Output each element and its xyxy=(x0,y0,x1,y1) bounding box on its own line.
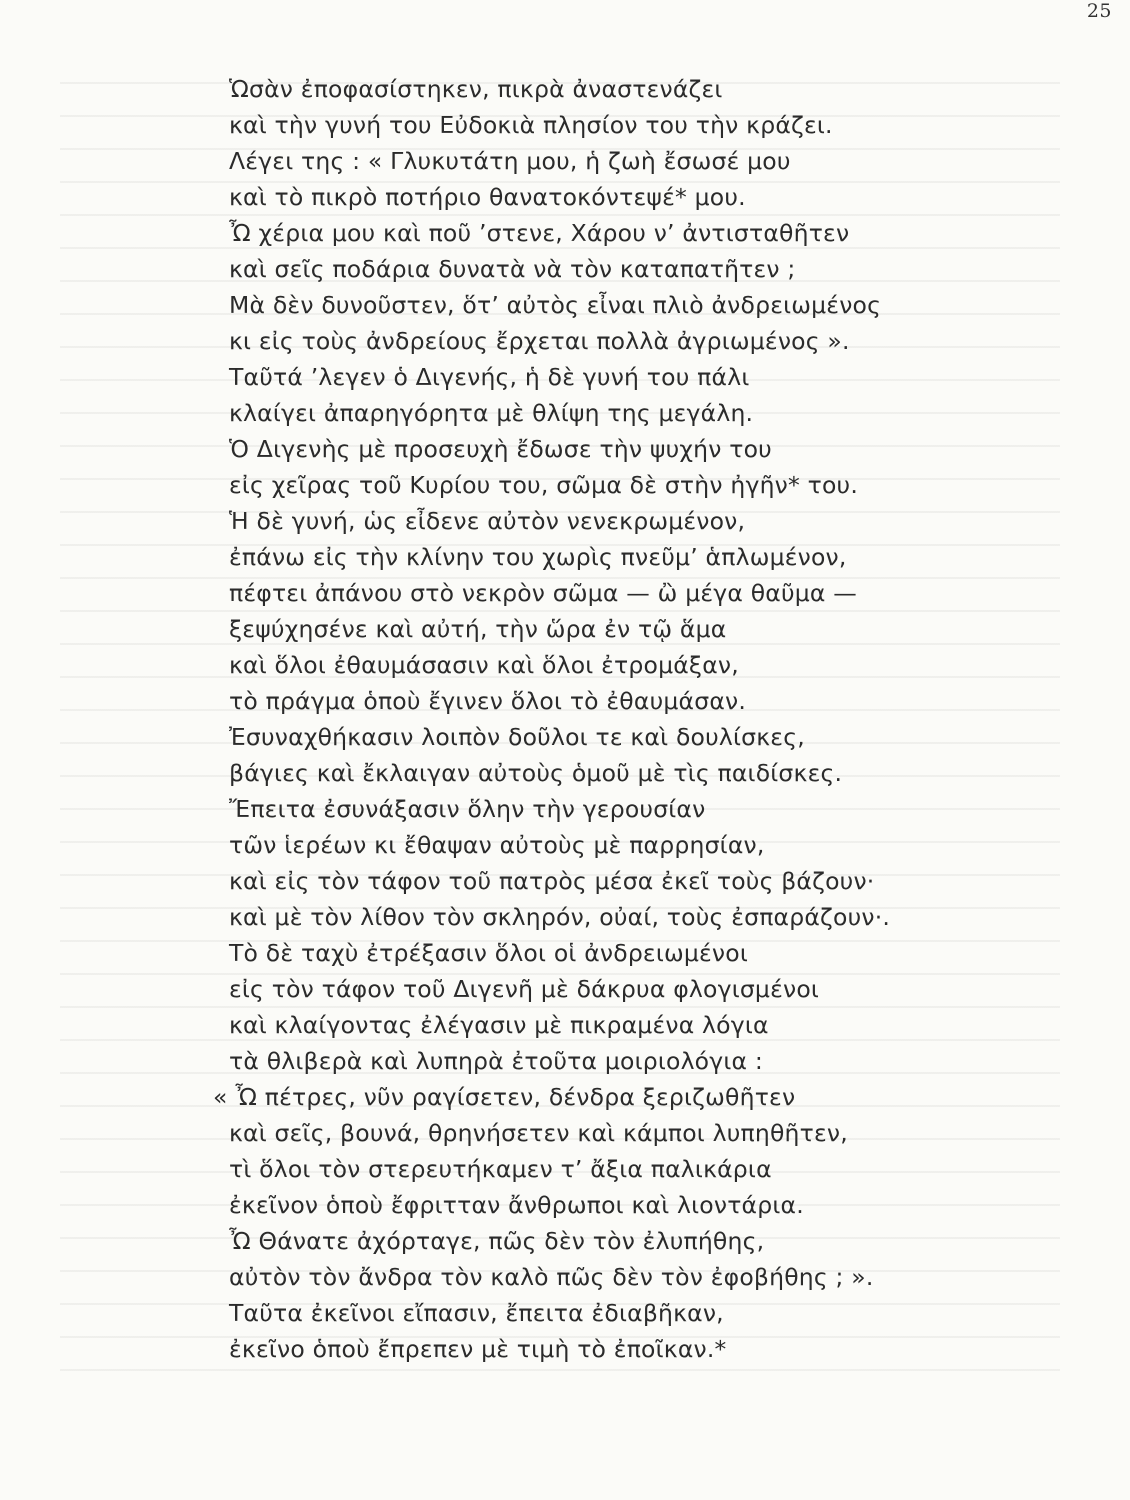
poem-line: εἰς τὸν τάφον τοῦ Διγενῆ μὲ δάκρυα φλογισμένοι xyxy=(229,975,820,1003)
poem-line: Ὦ χέρια μου καὶ ποῦ ’στενε, Χάρου ν’ ἀντισταθῆτεν xyxy=(229,219,850,247)
poem-line: Λέγει της : « Γλυκυτάτη μου, ἡ ζωὴ ἔσωσέ μου xyxy=(229,147,791,175)
poem-line: Μὰ δὲν δυνοῦστεν, ὅτ’ αὐτὸς εἶναι πλιὸ ἀνδρειωμένος xyxy=(229,291,882,319)
poem-line: Ὡσὰν ἐποφασίστηκεν, πικρὰ ἀναστενάζει xyxy=(229,75,723,103)
poem-line: καὶ σεῖς ποδάρια δυνατὰ νὰ τὸν καταπατῆτεν ; xyxy=(229,255,796,283)
poem-line: κλαίγει ἀπαρηγόρητα μὲ θλίψη της μεγάλη. xyxy=(229,399,754,427)
poem-line: ἐκεῖνο ὁποὺ ἔπρεπεν μὲ τιμὴ τὸ ἐποῖκαν.* xyxy=(229,1335,727,1363)
poem-line: καὶ σεῖς, βουνά, θρηνήσετεν καὶ κάμποι λυπηθῆτεν, xyxy=(229,1119,848,1147)
page-number: 25 xyxy=(1086,0,1112,22)
poem-line: Ὦ Θάνατε ἀχόρταγε, πῶς δὲν τὸν ἐλυπήθης, xyxy=(229,1227,765,1255)
poem-line: ξεψύχησένε καὶ αὐτή, τὴν ὥρα ἐν τῷ ἅμα xyxy=(229,615,727,643)
poem-line: πέφτει ἀπάνου στὸ νεκρὸν σῶμα — ὢ μέγα θαῦμα — xyxy=(229,579,857,607)
poem-line: καὶ μὲ τὸν λίθον τὸν σκληρόν, οὐαί, τοὺς ἐσπαράζουν·. xyxy=(229,903,891,931)
poem-line: Ὁ Διγενὴς μὲ προσευχὴ ἔδωσε τὴν ψυχήν του xyxy=(229,435,772,463)
poem-line: ἐκεῖνον ὁποὺ ἔφριτταν ἄνθρωποι καὶ λιοντάρια. xyxy=(229,1191,804,1219)
poem-line: Τὸ δὲ ταχὺ ἐτρέξασιν ὅλοι οἱ ἀνδρειωμένοι xyxy=(229,939,748,967)
poem-line: Ἔπειτα ἐσυνάξασιν ὅλην τὴν γερουσίαν xyxy=(229,795,706,823)
poem-line: εἰς χεῖρας τοῦ Κυρίου του, σῶμα δὲ στὴν ἠγῆν* του. xyxy=(229,471,858,499)
poem-line: « Ὦ πέτρες, νῦν ραγίσετεν, δένδρα ξεριζωθῆτεν xyxy=(213,1083,796,1111)
poem-line: καὶ εἰς τὸν τάφον τοῦ πατρὸς μέσα ἐκεῖ τοὺς βάζουν· xyxy=(229,867,875,895)
poem-line: ἐπάνω εἰς τὴν κλίνην του χωρὶς πνεῦμ’ ἁπλωμένον, xyxy=(229,543,847,571)
poem-line: καὶ κλαίγοντας ἐλέγασιν μὲ πικραμένα λόγια xyxy=(229,1011,769,1039)
poem-line: Ταῦτα ἐκεῖνοι εἴπασιν, ἔπειτα ἐδιαβῆκαν, xyxy=(229,1299,724,1327)
poem-line: Ἡ δὲ γυνή, ὡς εἶδενε αὐτὸν νενεκρωμένον, xyxy=(229,507,746,535)
poem-line: κι εἰς τοὺς ἀνδρείους ἔρχεται πολλὰ ἀγριωμένος ». xyxy=(229,327,850,355)
poem-line: Ἐσυναχθήκασιν λοιπὸν δοῦλοι τε καὶ δουλίσκες, xyxy=(229,723,805,751)
poem-line: βάγιες καὶ ἔκλαιγαν αὐτοὺς ὁμοῦ μὲ τὶς παιδίσκες. xyxy=(229,759,843,787)
poem-line: τὸ πράγμα ὁποὺ ἔγινεν ὅλοι τὸ ἐθαυμάσαν. xyxy=(229,687,747,715)
poem-line: τῶν ἱερέων κι ἔθαψαν αὐτοὺς μὲ παρρησίαν, xyxy=(229,831,765,859)
poem-line: αὐτὸν τὸν ἄνδρα τὸν καλὸ πῶς δὲν τὸν ἐφοβήθης ; ». xyxy=(229,1263,874,1291)
poem-line: καὶ ὅλοι ἐθαυμάσασιν καὶ ὅλοι ἐτρομάξαν, xyxy=(229,651,739,679)
poem-line: τὰ θλιβερὰ καὶ λυπηρὰ ἐτοῦτα μοιριολόγια : xyxy=(229,1047,763,1075)
poem-line: καὶ τὴν γυνή του Εὐδοκιὰ πλησίον του τὴν κράζει. xyxy=(229,111,833,139)
poem-line: καὶ τὸ πικρὸ ποτήριο θανατοκόντεψέ* μου. xyxy=(229,183,746,211)
poem-line: Ταῦτά ’λεγεν ὁ Διγενής, ἡ δὲ γυνή του πάλι xyxy=(229,363,750,391)
poem-line: τὶ ὅλοι τὸν στερευτήκαμεν τ’ ἄξια παλικάρια xyxy=(229,1155,772,1183)
